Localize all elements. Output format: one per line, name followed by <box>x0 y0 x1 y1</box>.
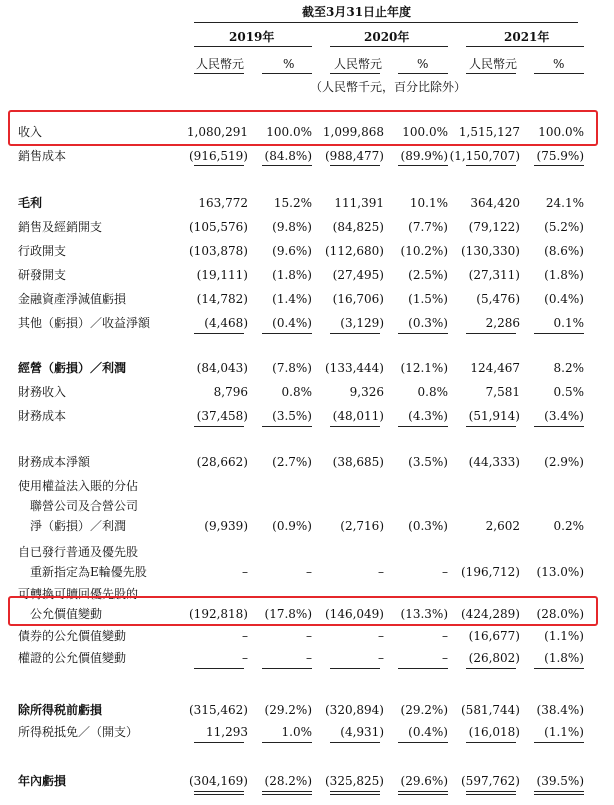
table-cell: – <box>306 629 312 643</box>
column-rule <box>330 791 380 792</box>
period-rule <box>194 22 578 23</box>
table-cell: (27,311) <box>468 268 520 282</box>
pct-2019: % <box>283 57 295 71</box>
row-label: 公允價值變動 <box>18 607 103 621</box>
table-cell: (3.5%) <box>272 409 312 423</box>
row-label: 重新指定為E輪優先股 <box>18 565 147 579</box>
table-cell: (19,111) <box>196 268 248 282</box>
table-cell: (4,931) <box>340 725 384 739</box>
currency-2020: 人民幣元 <box>334 57 383 71</box>
table-cell: (16,018) <box>468 725 520 739</box>
table-cell: (9.6%) <box>272 244 312 258</box>
row-label: 所得税抵免／（開支） <box>18 725 139 739</box>
column-rule <box>398 165 448 166</box>
table-cell: (27,495) <box>332 268 384 282</box>
table-cell: 24.1% <box>545 196 584 210</box>
column-rule <box>194 668 244 669</box>
table-cell: (3,129) <box>340 316 384 330</box>
column-rule <box>262 791 312 792</box>
highlight-fair-value-row <box>8 596 598 626</box>
column-rule <box>194 165 244 166</box>
table-cell: (28,662) <box>196 455 248 469</box>
table-cell: (315,462) <box>189 703 248 717</box>
table-cell: 364,420 <box>470 196 520 210</box>
table-cell: (14,782) <box>196 292 248 306</box>
column-rule <box>534 426 584 427</box>
table-cell: (79,122) <box>468 220 520 234</box>
subheader-rule <box>466 73 516 74</box>
table-cell: (4.3%) <box>408 409 448 423</box>
table-cell: (2.5%) <box>408 268 448 282</box>
table-cell: (51,914) <box>468 409 520 423</box>
table-cell: (29.2%) <box>400 703 448 717</box>
year-2020: 2020年 <box>364 30 410 44</box>
year-2019: 2019年 <box>229 30 275 44</box>
table-cell: (16,706) <box>332 292 384 306</box>
table-cell: (2.9%) <box>544 455 584 469</box>
table-cell: (9,939) <box>204 519 248 533</box>
row-label: 債券的公允價值變動 <box>18 629 127 643</box>
table-cell: 1,515,127 <box>458 125 520 139</box>
table-cell: 2,286 <box>485 316 520 330</box>
table-cell: – <box>442 629 448 643</box>
table-cell: (1.8%) <box>544 268 584 282</box>
row-label: 可轉換可贖回優先股的 <box>18 587 139 601</box>
row-label: 研發開支 <box>18 268 67 282</box>
subheader-rule <box>330 73 380 74</box>
table-cell: (320,894) <box>325 703 384 717</box>
table-cell: (16,677) <box>468 629 520 643</box>
table-cell: 100.0% <box>266 125 312 139</box>
column-rule <box>330 165 380 166</box>
column-rule <box>466 794 516 795</box>
row-label: 經營（虧損）／利潤 <box>18 361 127 375</box>
column-rule <box>330 742 380 743</box>
table-cell: (103,878) <box>189 244 248 258</box>
highlight-revenue-row <box>8 110 598 146</box>
table-cell: – <box>442 651 448 665</box>
table-cell: (29.6%) <box>400 774 448 788</box>
year-2019-rule <box>194 46 312 47</box>
table-cell: (581,744) <box>461 703 520 717</box>
table-cell: (112,680) <box>325 244 384 258</box>
table-cell: 111,391 <box>334 196 384 210</box>
table-cell: – <box>242 651 248 665</box>
table-cell: (0.4%) <box>272 316 312 330</box>
year-2021-rule <box>466 46 584 47</box>
table-cell: (28.2%) <box>264 774 312 788</box>
subheader-rule <box>534 73 584 74</box>
table-cell: (7.7%) <box>408 220 448 234</box>
table-cell: 15.2% <box>273 196 312 210</box>
row-label: 權證的公允價值變動 <box>18 651 127 665</box>
row-label: 其他（虧損）／收益淨額 <box>18 316 151 330</box>
column-rule <box>534 668 584 669</box>
row-label: 財務收入 <box>18 385 67 399</box>
table-cell: (8.6%) <box>544 244 584 258</box>
table-cell: (89.9%) <box>400 149 448 163</box>
table-cell: (424,289) <box>461 607 520 621</box>
table-cell: 11,293 <box>206 725 248 739</box>
table-cell: 0.5% <box>553 385 584 399</box>
table-cell: (2.7%) <box>272 455 312 469</box>
table-cell: (1.5%) <box>408 292 448 306</box>
table-cell: (0.9%) <box>272 519 312 533</box>
column-rule <box>466 668 516 669</box>
table-cell: (196,712) <box>461 565 520 579</box>
table-cell: (10.2%) <box>400 244 448 258</box>
table-cell: (3.5%) <box>408 455 448 469</box>
table-cell: (133,444) <box>325 361 384 375</box>
table-cell: 1,080,291 <box>186 125 248 139</box>
table-cell: (84,043) <box>196 361 248 375</box>
column-rule <box>330 333 380 334</box>
subheader-rule <box>262 73 312 74</box>
column-rule <box>398 742 448 743</box>
column-rule <box>534 165 584 166</box>
table-cell: (988,477) <box>325 149 384 163</box>
table-cell: 8.2% <box>553 361 584 375</box>
column-rule <box>194 794 244 795</box>
column-rule <box>262 165 312 166</box>
table-cell: – <box>378 651 384 665</box>
table-cell: (13.3%) <box>400 607 448 621</box>
table-cell: (12.1%) <box>400 361 448 375</box>
period-header: 截至3月31日止年度 <box>302 5 412 19</box>
table-cell: 0.1% <box>553 316 584 330</box>
row-label: 自已發行普通及優先股 <box>18 545 139 559</box>
column-rule <box>466 742 516 743</box>
column-rule <box>466 333 516 334</box>
table-cell: (325,825) <box>325 774 384 788</box>
column-rule <box>466 791 516 792</box>
column-rule <box>534 333 584 334</box>
table-cell: (4,468) <box>204 316 248 330</box>
table-cell: (1.4%) <box>272 292 312 306</box>
table-cell: (5,476) <box>476 292 520 306</box>
pct-2021: % <box>553 57 565 71</box>
pct-2020: % <box>417 57 429 71</box>
column-rule <box>330 668 380 669</box>
table-cell: (1.8%) <box>272 268 312 282</box>
row-label: 除所得税前虧損 <box>18 703 103 717</box>
table-cell: (192,818) <box>189 607 248 621</box>
row-label: 財務成本 <box>18 409 67 423</box>
table-cell: (0.3%) <box>408 519 448 533</box>
row-label: 淨（虧損）／利潤 <box>18 519 127 533</box>
table-cell: 8,796 <box>213 385 248 399</box>
table-cell: (13.0%) <box>536 565 584 579</box>
table-cell: (38,685) <box>332 455 384 469</box>
table-cell: 124,467 <box>470 361 520 375</box>
column-rule <box>262 426 312 427</box>
row-label: 聯營公司及合營公司 <box>18 499 139 513</box>
table-cell: (105,576) <box>189 220 248 234</box>
table-cell: – <box>242 629 248 643</box>
subheader-rule <box>398 73 448 74</box>
row-label: 收入 <box>18 125 43 139</box>
column-rule <box>534 794 584 795</box>
year-2020-rule <box>330 46 448 47</box>
table-cell: (916,519) <box>189 149 248 163</box>
column-rule <box>330 794 380 795</box>
row-label: 銷售成本 <box>18 149 67 163</box>
column-rule <box>262 742 312 743</box>
table-cell: 1,099,868 <box>322 125 384 139</box>
table-cell: (1,150,707) <box>449 149 520 163</box>
table-cell: (75.9%) <box>536 149 584 163</box>
table-cell: 0.8% <box>281 385 312 399</box>
table-cell: (44,333) <box>468 455 520 469</box>
table-cell: (5.2%) <box>544 220 584 234</box>
table-cell: – <box>242 565 248 579</box>
column-rule <box>262 668 312 669</box>
column-rule <box>398 426 448 427</box>
column-rule <box>262 333 312 334</box>
currency-2019: 人民幣元 <box>196 57 245 71</box>
table-cell: (304,169) <box>189 774 248 788</box>
table-cell: (37,458) <box>196 409 248 423</box>
table-cell: (0.4%) <box>544 292 584 306</box>
table-cell: (48,011) <box>332 409 384 423</box>
column-rule <box>466 165 516 166</box>
row-label: 毛利 <box>18 196 43 210</box>
table-cell: 0.8% <box>417 385 448 399</box>
table-cell: (38.4%) <box>536 703 584 717</box>
table-cell: 2,602 <box>485 519 520 533</box>
table-cell: (84.8%) <box>264 149 312 163</box>
column-rule <box>534 791 584 792</box>
table-cell: – <box>442 565 448 579</box>
column-rule <box>194 426 244 427</box>
table-cell: 7,581 <box>485 385 520 399</box>
table-cell: (1.8%) <box>544 651 584 665</box>
table-cell: (29.2%) <box>264 703 312 717</box>
table-cell: 0.2% <box>553 519 584 533</box>
table-cell: 9,326 <box>349 385 384 399</box>
table-cell: – <box>306 651 312 665</box>
column-rule <box>398 794 448 795</box>
table-cell: 163,772 <box>198 196 248 210</box>
table-cell: (1.1%) <box>544 629 584 643</box>
column-rule <box>194 742 244 743</box>
column-rule <box>534 742 584 743</box>
table-cell: 100.0% <box>538 125 584 139</box>
column-rule <box>398 791 448 792</box>
table-cell: – <box>306 565 312 579</box>
column-rule <box>398 668 448 669</box>
column-rule <box>330 426 380 427</box>
table-cell: (39.5%) <box>536 774 584 788</box>
table-cell: – <box>378 565 384 579</box>
row-label: 年內虧損 <box>18 774 67 788</box>
table-cell: (2,716) <box>340 519 384 533</box>
table-cell: 10.1% <box>409 196 448 210</box>
table-cell: (9.8%) <box>272 220 312 234</box>
table-cell: (0.3%) <box>408 316 448 330</box>
table-cell: 1.0% <box>281 725 312 739</box>
row-label: 使用權益法入賬的分佔 <box>18 479 139 493</box>
unit-note: （人民幣千元，百分比除外） <box>310 80 467 94</box>
table-cell: (28.0%) <box>536 607 584 621</box>
column-rule <box>466 426 516 427</box>
column-rule <box>398 333 448 334</box>
table-cell: (0.4%) <box>408 725 448 739</box>
table-cell: (26,802) <box>468 651 520 665</box>
table-cell: 100.0% <box>402 125 448 139</box>
table-cell: (17.8%) <box>264 607 312 621</box>
column-rule <box>262 794 312 795</box>
table-cell: (7.8%) <box>272 361 312 375</box>
subheader-rule <box>194 73 244 74</box>
row-label: 金融資產淨減值虧損 <box>18 292 127 306</box>
column-rule <box>194 791 244 792</box>
row-label: 銷售及經銷開支 <box>18 220 103 234</box>
row-label: 財務成本淨額 <box>18 455 91 469</box>
table-cell: (597,762) <box>461 774 520 788</box>
table-cell: (130,330) <box>461 244 520 258</box>
currency-2021: 人民幣元 <box>469 57 518 71</box>
year-2021: 2021年 <box>504 30 550 44</box>
table-cell: (1.1%) <box>544 725 584 739</box>
row-label: 行政開支 <box>18 244 67 258</box>
table-cell: – <box>378 629 384 643</box>
table-cell: (3.4%) <box>544 409 584 423</box>
table-cell: (146,049) <box>325 607 384 621</box>
column-rule <box>194 333 244 334</box>
table-cell: (84,825) <box>332 220 384 234</box>
